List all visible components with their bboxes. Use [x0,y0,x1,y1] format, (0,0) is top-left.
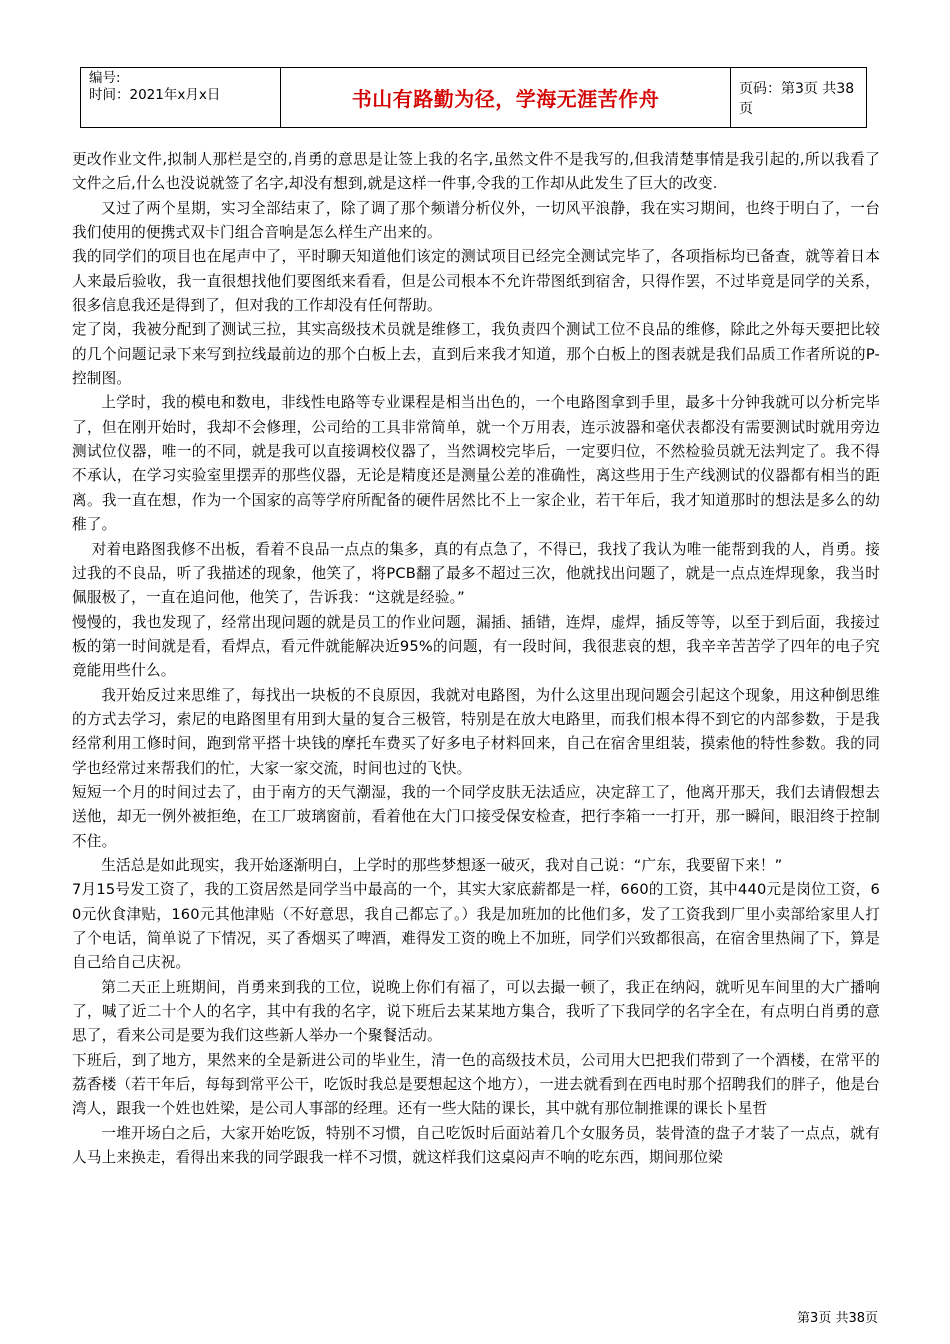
paragraph: 一堆开场白之后，大家开始吃饭，特别不习惯，自己吃饭时后面站着几个女服务员，装骨渣的盘子才装了一点点，就有人马上来换走，看得出来我的同学跟我一样不习惯，就这样我们这桌闷声不响的吃东西，期间那位梁 [72,1124,880,1167]
paragraph: 又过了两个星期，实习全部结束了，除了调了那个频谱分析仪外，一切风平浪静，我在实习期间，也终于明白了，一台我们使用的便携式双卡门组合音响是怎么样生产出来的。 [72,199,880,242]
paragraph: 7月15号发工资了，我的工资居然是同学当中最高的一个，其实大家底薪都是一样，660的工资，其中440元是岗位工资，60元伙食津贴，160元其他津贴（不好意思，我自己都忘了。）我是加班加的比他们多，发了工资我到厂里小卖部给家里人打了个电话，简单说了下情况，买了香烟买了啤酒，难得发工资的晚上不加班，同学们兴致都很高，在宿舍里热闹了下，算是自己给自己庆祝。 [72,881,880,972]
paragraph: 我开始反过来思维了，每找出一块板的不良原因，我就对电路图，为什么这里出现问题会引起这个现象，用这种倒思维的方式去学习，索尼的电路图里有用到大量的复合三极管，特别是在放大电路里，而我们根本得不到它的内部参数，于是我经常利用工修时间，跑到常平搭十块钱的摩托车费买了好多电子材料回来，自己在宿舍里组装，摸索他的特性参数。我的同学也经常过来帮我们的忙，大家一家交流，时间也过的飞快。 [72,686,880,777]
paragraph: 我的同学们的项目也在尾声中了，平时聊天知道他们该定的测试项目已经完全测试完毕了，各项指标均已备查，就等着日本人来最后验收，我一直很想找他们要图纸来看看，但是公司根本不允许带图纸到宿舍，只得作罢，不过毕竟是同学的关系，很多信息我还是得到了，但对我的工作却没有任何帮助。 [72,248,880,315]
page-footer: 第3页 共38页 [797,1311,878,1326]
header-meta-cell [81,68,281,127]
paragraph: 短短一个月的时间过去了，由于南方的天气潮湿，我的一个同学皮肤无法适应，决定辞工了，他离开那天，我们去请假想去送他，却无一例外被拒绝，在工厂玻璃窗前，看着他在大门口接受保安检查，把行李箱一一打开，那一瞬间，眼泪终于控制不住。 [72,783,880,850]
document-number-label: 编号: [89,70,121,86]
header-motto: 书山有路勤为径，学海无涯苦作舟 [281,68,731,127]
paragraph: 上学时，我的模电和数电，非线性电路等专业课程是相当出色的，一个电路图拿到手里，最多十分钟我就可以分析完毕了，但在刚开始时，我却不会修理，公司给的工具非常简单，就一个万用表，连示波器和毫伏表都没有需要测试时就用旁边测试位仪器，唯一的不同，就是我可以直接调校仪器了，当然调校完毕后，一定要归位，不然检验员就无法判定了。我不得不承认，在学习实验室里摆弄的那些仪器，无论是精度还是测量公差的准确性，离这些用于生产线测试的仪器都有相当的距离。我一直在想，作为一个国家的高等学府所配备的硬件居然比不上一家企业，若干年后，我才知道那时的想法是多么的幼稚了。 [72,394,880,534]
paragraph: 下班后，到了地方，果然来的全是新进公司的毕业生，清一色的高级技术员，公司用大巴把我们带到了一个酒楼，在常平的荔香楼（若干年后，每每到常平公干，吃饭时我总是要想起这个地方），一进去就看到在西电时那个招聘我们的胖子，他是台湾人，跟我一个姓也姓梁，是公司人事部的经理。还有一些大陆的课长，其中就有那位制推课的课长卜星哲 [72,1051,880,1118]
paragraph: 生活总是如此现实，我开始逐渐明白，上学时的那些梦想逐一破灭，我对自己说：“广东，我要留下来！” [101,856,783,874]
paragraph: 对着电路图我修不出板，看着不良品一点点的集多，真的有点急了，不得已，我找了我认为唯一能帮到我的人，肖勇。接过我的不良品，听了我描述的现象，他笑了，将PCB翻了最多不超过三次，他就找出问题了，就是一点点连焊现象，我当时佩服极了，一直在追问他，他笑了，告诉我：“这就是经验。” [72,540,880,607]
paragraph: 第二天正上班期间，肖勇来到我的工位，说晚上你们有福了，可以去撮一顿了，我正在纳闷，就听见车间里的大广播响了，喊了近二十个人的名字，其中有我的名字，说下班后去某某地方集合，我听了下我同学的名字全在，有点明白肖勇的意思了，看来公司是要为我们这些新人举办一个聚餐活动。 [72,978,880,1045]
header-page-info: 页码：第3页 共38页 [739,80,855,117]
document-time-label: 时间：2021年x月x日 [89,87,221,103]
paragraph: 慢慢的，我也发现了，经常出现问题的就是员工的作业问题，漏插、插错，连焊，虚焊，插反等等，以至于到后面，我接过板的第一时间就是看，看焊点，看元件就能解决近95%的问题，有一段时间，我很悲哀的想，我辛辛苦苦学了四年的电子究竟能用些什么。 [72,613,880,680]
header-table [80,67,867,128]
paragraph: 定了岗，我被分配到了测试三拉，其实高级技术员就是维修工，我负责四个测试工位不良品的维修，除此之外每天要把比较的几个问题记录下来写到拉线最前边的那个白板上去，直到后来我才知道，那个白板上的图表就是我们品质工作者所说的P-控制图。 [72,321,880,388]
document-body [72,148,880,1170]
paragraph: 更改作业文件,拟制人那栏是空的,肖勇的意思是让签上我的名字,虽然文件不是我写的,但我清楚事情是我引起的,所以我看了文件之后,什么也没说就签了名字,却没有想到,就是这样一件事,令我的工作却从此发生了巨大的改变. [72,151,880,193]
